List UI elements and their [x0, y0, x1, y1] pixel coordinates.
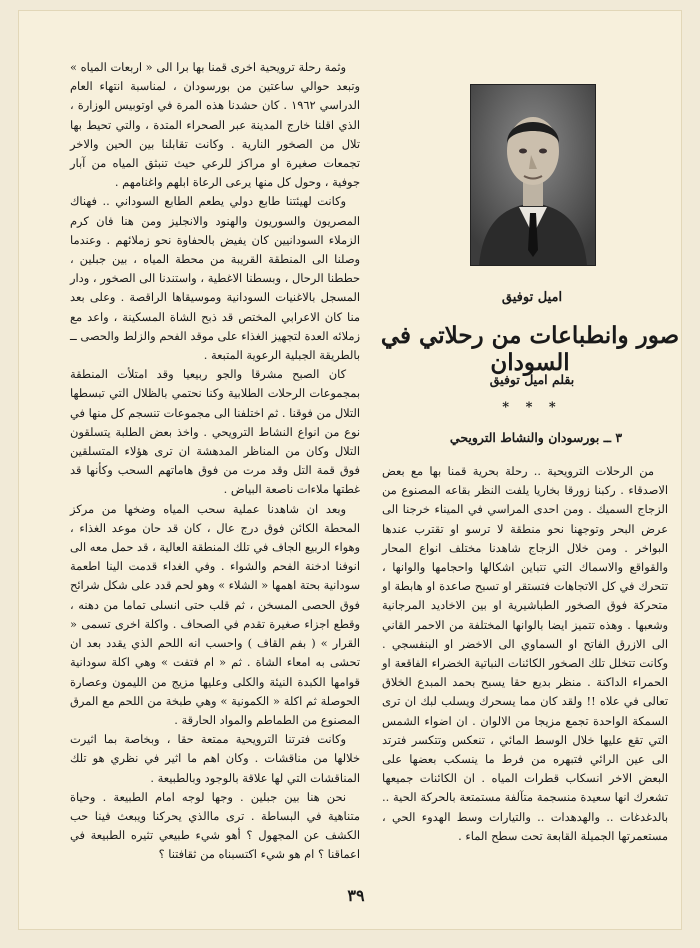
section-heading: ٣ ــ بورسودان والنشاط الترويحي [449, 430, 623, 445]
page-number: ٣٩ [347, 886, 365, 905]
paragraph: كان الصبح مشرقا والجو ربيعيا وقد امتلأت المنطقة بمجموعات الرحلات الطلابية وكنا نحتمي بالظلال التي تبسطها التلال من فوقنا . ثم اختلفنا الى مجموعات تنسجم كل منها في نوع من انواع النشاط الترويحي . واخذ بعض الطلبة يتسلقون التلال وكان من المناظر المدهشة ان ترى هؤلاء المتسلقين فوق قمة التل وقد مرت من فوق هاماتهم السحب وكأنها قد غطتها ملاءات ناصعة البياض . [70, 367, 360, 497]
paragraph: وثمة رحلة ترويحية اخرى قمنا بها برا الى « اربعات المياه » وتبعد حوالي ساعتين من بورسودان ، لمناسبة انتهاء العام الدراسي ١٩٦٢ . كان حشدنا هذه المرة في اوتوبيس الوزارة ، الذي اقلنا خارج المدينة عبر الصحراء المتدة ، والتي تحيط بها تلال من الصخور النارية . وكانت تقابلنا بين الحين والاخر تجمعات صغيرة او مراكز للرعي حيث تنبثق المياه من آبار جوفية ، وحول كل منها يرعى الرعاة ابلهم واغنامهم . [70, 60, 360, 190]
author-caption: اميل توفيق [501, 290, 563, 305]
article-title: صور وانطباعات من رحلاتي في السودان [380, 322, 680, 376]
paragraph: نحن هنا بين جبلين . وجها لوجه امام الطبيعة . وحياة متناهية في البساطة . ترى ماالذي يحركنا ويبعث فينا حب الكشف عن المجهول ؟ أهو شيء طبيعي تثيره الطبيعة في اعماقنا ؟ ام هو شيء اكتسبناه من ثقافتنا ؟ [70, 789, 360, 862]
paragraph: وكانت فترتنا الترويحية ممتعة حقا ، وبخاصة بما اثيرت خلالها من مناقشات . وكان اهم ما اثير في نظري هو تلك المناقشات التي لها علاقة بالوجود وبالطبيعة . [70, 732, 360, 785]
article-byline: بقلم اميل توفيق [489, 372, 575, 387]
paragraph: وبعد ان شاهدنا عملية سحب المياه وضخها من مركز المحطة الكائن فوق درج عال ، كان قد حان موعد الغذاء ، وهواء الربيع الجاف في تلك المنطقة العالية ، قد حمل معه الى انوفنا ادخنة الفحم والشواء . وفي الغداء قدمت الينا اطعمة سودانية بحتة اهمها « الشلاء » وهو لحم قدد على شكل شرائح فوق الحصى المسخن ، ثم قلب حتى انسلى تماما من دهنه ، وقطع اجزاء صغيرة تقدم في الصحاف . واكلة اخرى تسمى « القرار » ( بفم القاف ) واحسب انه اللحم الذي يقدد بعد ان تحشى به امعاء الشاة . ثم « ام فتفت » وهي اكلة سودانية قوامها الكبدة النيئة والكلى وعليها مزيج من الليمون وعصارة الحوصلة ثم اكلة « الكمونية » وهي طبخة من اللحم مع المرق المصنوع من الطماطم والمواد الحارقة . [70, 501, 360, 727]
left-column [70, 58, 360, 865]
separator: * * * [502, 400, 562, 415]
paragraph: وكانت لهيئتنا طابع دولي يطعم الطابع السوداني .. فهناك المصريون والسوريون والهنود والانجليز ومن هنا فان كرم الزملاء السودانيين كان يفيض بالحفاوة نحو زملائهم . وعندما وصلنا الى المنطقة القريبة من محطة المياه ، بين جبلين ، حططنا الرحال ، وبسطنا الاغطية ، واستندنا الى الصخور ، ودار المسجل بالاغنيات السودانية وموسيقاها الراقصة . وعلى بعد منا كان الاعرابي المختص قد ذبح الشاة المسكينة ، واعد مع زملائه العدة لتجهيز الغذاء على موقد الفحم والزلط والحصى ــ بالطريقة الجبلية الرعوية المتبعة . [70, 194, 360, 363]
paragraph: من الرحلات الترويحية .. رحلة بحرية قمنا بها مع بعض الاصدقاء . ركبنا زورقا بخاريا يلفت النظر بقاعه المصنوع من الزجاج السميك . ومن احدى المراسي في الميناء خرجنا الى عرض البحر وتوجهنا نحو منطقة لا ترسو او تقترب عندها البواخر . ومن خلال الزجاج شاهدنا مختلف انواع المحار والقواقع والاسماك التي تتباين اشكالها واحجامها والوانها ، تتحرك في كل الاتجاهات فتستقر او تسبح صاعدة او هابطة او متحركة فوق الصخور الطباشيرية او بين الاخاديد المرجانية وشعبها . وهذه تتميز ايضا بالوانها المختلفة من الاحمر القاني الى الازرق الفاتح او السماوي الى الاخضر او البنفسجي . وكانت تتخلل تلك الصخور الكائنات النباتية الخضراء الفاقعة او الحمراء الداكنة . منظر بديع حقا يسبح بحمد المبدع الخلاق تعالى في علاه !! ولقد كان مما يسحرك ويسلب لبك ان ترى السمكة الواحدة تجمع مزيجا من الالوان . ان اضواء الشمس التي تقع عليها خلال الوسط المائي ، تنعكس وتتكسر فترتد الى عين الرائي فتبهره من فرط ما ينسكب بعضها على البعض الاخر انسكاب قطرات المياه . ان الكائنات جميعها تشعرك انها سعيدة منسجمة متآلفة مستمتعة بالحركة الحية .. بالدغدغات .. والهدهدات .. والتيارات وسط الهدوء الحي ، مستعمرتها الجميلة القابعة تحت سطح الماء . [382, 464, 668, 843]
author-portrait [470, 84, 596, 266]
right-column [382, 462, 668, 846]
portrait-image [471, 85, 595, 265]
